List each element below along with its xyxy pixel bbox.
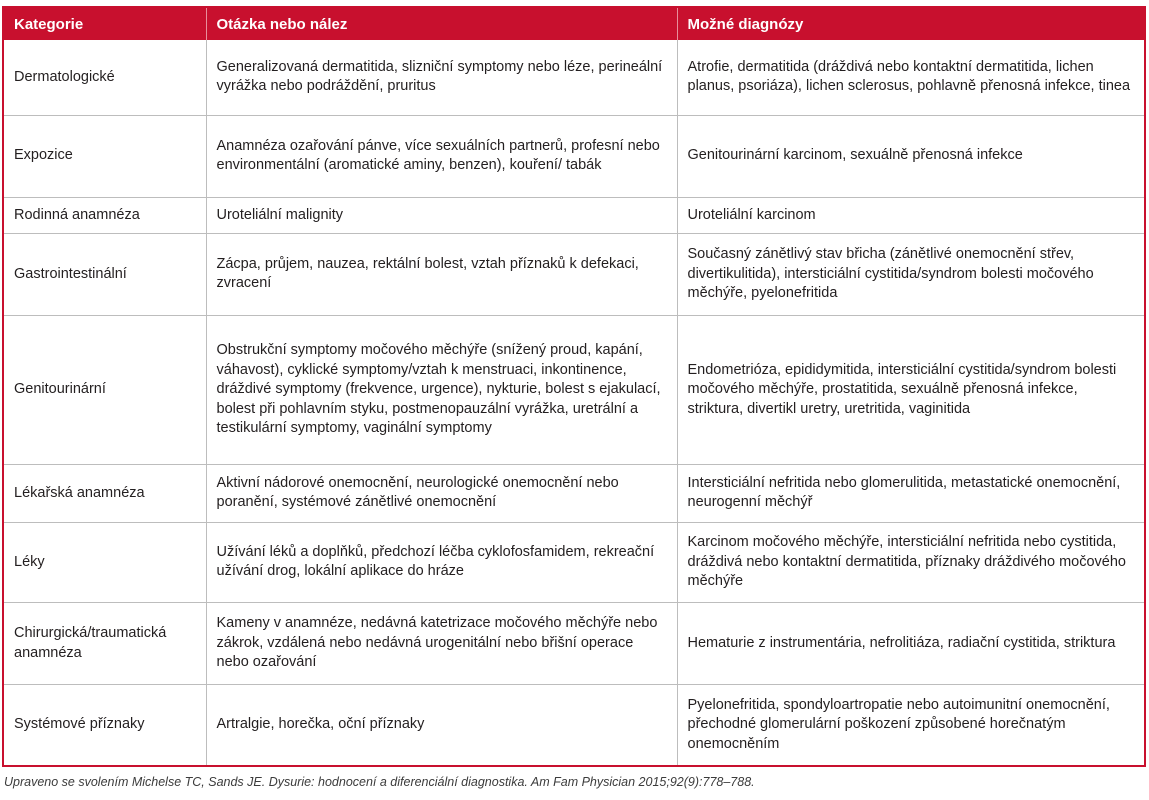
cell-finding: Artralgie, horečka, oční příznaky bbox=[206, 685, 677, 765]
table-row bbox=[4, 602, 1144, 684]
cell-diagnoses: Hematurie z instrumentária, nefrolitiáza, radiační cystitida, striktura bbox=[677, 602, 1144, 684]
cell-finding: Kameny v anamnéze, nedávná katetrizace močového měchýře nebo zákrok, vzdálená nebo nedávná urogenitální nebo břišní operace nebo ozařování bbox=[206, 602, 677, 684]
cell-category: Léky bbox=[4, 522, 206, 602]
table-row bbox=[4, 465, 1144, 523]
table-row bbox=[4, 233, 1144, 315]
cell-finding: Anamnéza ozařování pánve, více sexuálních partnerů, profesní nebo environmentální (aromatické aminy, benzen), kouření/ tabák bbox=[206, 115, 677, 197]
cell-diagnoses: Uroteliální karcinom bbox=[677, 197, 1144, 233]
cell-diagnoses: Současný zánětlivý stav břicha (zánětlivé onemocnění střev, divertikulitida), intersticiální cystitida/syndrom bolesti močového měchýře, pyelonefritida bbox=[677, 233, 1144, 315]
table-row bbox=[4, 197, 1144, 233]
header-row bbox=[4, 8, 1144, 40]
diagnosis-table bbox=[4, 8, 1144, 765]
cell-category: Genitourinární bbox=[4, 316, 206, 465]
diagnosis-table-frame bbox=[2, 6, 1146, 767]
header-finding: Otázka nebo nález bbox=[206, 8, 677, 40]
header-diagnoses: Možné diagnózy bbox=[677, 8, 1144, 40]
cell-diagnoses: Genitourinární karcinom, sexuálně přenosná infekce bbox=[677, 115, 1144, 197]
table-body bbox=[4, 40, 1144, 765]
cell-category: Lékařská anamnéza bbox=[4, 465, 206, 523]
table-row bbox=[4, 685, 1144, 765]
table-header bbox=[4, 8, 1144, 40]
cell-diagnoses: Karcinom močového měchýře, intersticiální nefritida nebo cystitida, dráždivá nebo kontaktní dermatitida, příznaky dráždivého močového měchýře bbox=[677, 522, 1144, 602]
table-row bbox=[4, 115, 1144, 197]
cell-finding: Generalizovaná dermatitida, slizniční symptomy nebo léze, perineální vyrážka nebo podráždění, pruritus bbox=[206, 40, 677, 115]
cell-category: Rodinná anamnéza bbox=[4, 197, 206, 233]
cell-diagnoses: Endometrióza, epididymitida, intersticiální cystitida/syndrom bolesti močového měchýře, prostatitida, sexuálně přenosná infekce, striktura, divertikl uretry, uretritida, vaginitida bbox=[677, 316, 1144, 465]
cell-diagnoses: Atrofie, dermatitida (dráždivá nebo kontaktní dermatitida, lichen planus, psoriáza), lichen sclerosus, pohlavně přenosná infekce, tinea bbox=[677, 40, 1144, 115]
source-footnote: Upraveno se svolením Michelse TC, Sands JE. Dysurie: hodnocení a diferenciální diagnostika. Am Fam Physician 2015;92(9):778–788. bbox=[4, 775, 755, 789]
cell-finding: Obstrukční symptomy močového měchýře (snížený proud, kapání, váhavost), cyklické symptomy/vztah k menstruaci, inkontinence, dráždivé symptomy (frekvence, urgence), nykturie, bolest s ejakulací, bolest při pohlavním styku, postmenopauzální vyrážka, uretrální a testikulární symptomy, vaginální symptomy bbox=[206, 316, 677, 465]
cell-category: Dermatologické bbox=[14, 68, 115, 85]
cell-finding: Uroteliální malignity bbox=[206, 197, 677, 233]
cell-category: Chirurgická/traumatická anamnéza bbox=[4, 602, 206, 684]
cell-category: Systémové příznaky bbox=[4, 685, 206, 765]
header-category: Kategorie bbox=[4, 8, 206, 40]
table-row bbox=[4, 40, 1144, 115]
cell-finding: Užívání léků a doplňků, předchozí léčba cyklofosfamidem, rekreační užívání drog, lokální aplikace do hráze bbox=[206, 522, 677, 602]
cell-finding: Aktivní nádorové onemocnění, neurologické onemocnění nebo poranění, systémové zánětlivé onemocnění bbox=[206, 465, 677, 523]
cell-finding: Zácpa, průjem, nauzea, rektální bolest, vztah příznaků k defekaci, zvracení bbox=[206, 233, 677, 315]
table-row bbox=[4, 522, 1144, 602]
cell-category: Gastrointestinální bbox=[4, 233, 206, 315]
cell-diagnoses: Pyelonefritida, spondyloartropatie nebo autoimunitní onemocnění, přechodné glomerulární poškození způsobené horečnatým onemocněním bbox=[677, 685, 1144, 765]
table-row bbox=[4, 316, 1144, 465]
cell-diagnoses: Intersticiální nefritida nebo glomerulitida, metastatické onemocnění, neurogenní měchýř bbox=[677, 465, 1144, 523]
cell-category: Expozice bbox=[4, 115, 206, 197]
